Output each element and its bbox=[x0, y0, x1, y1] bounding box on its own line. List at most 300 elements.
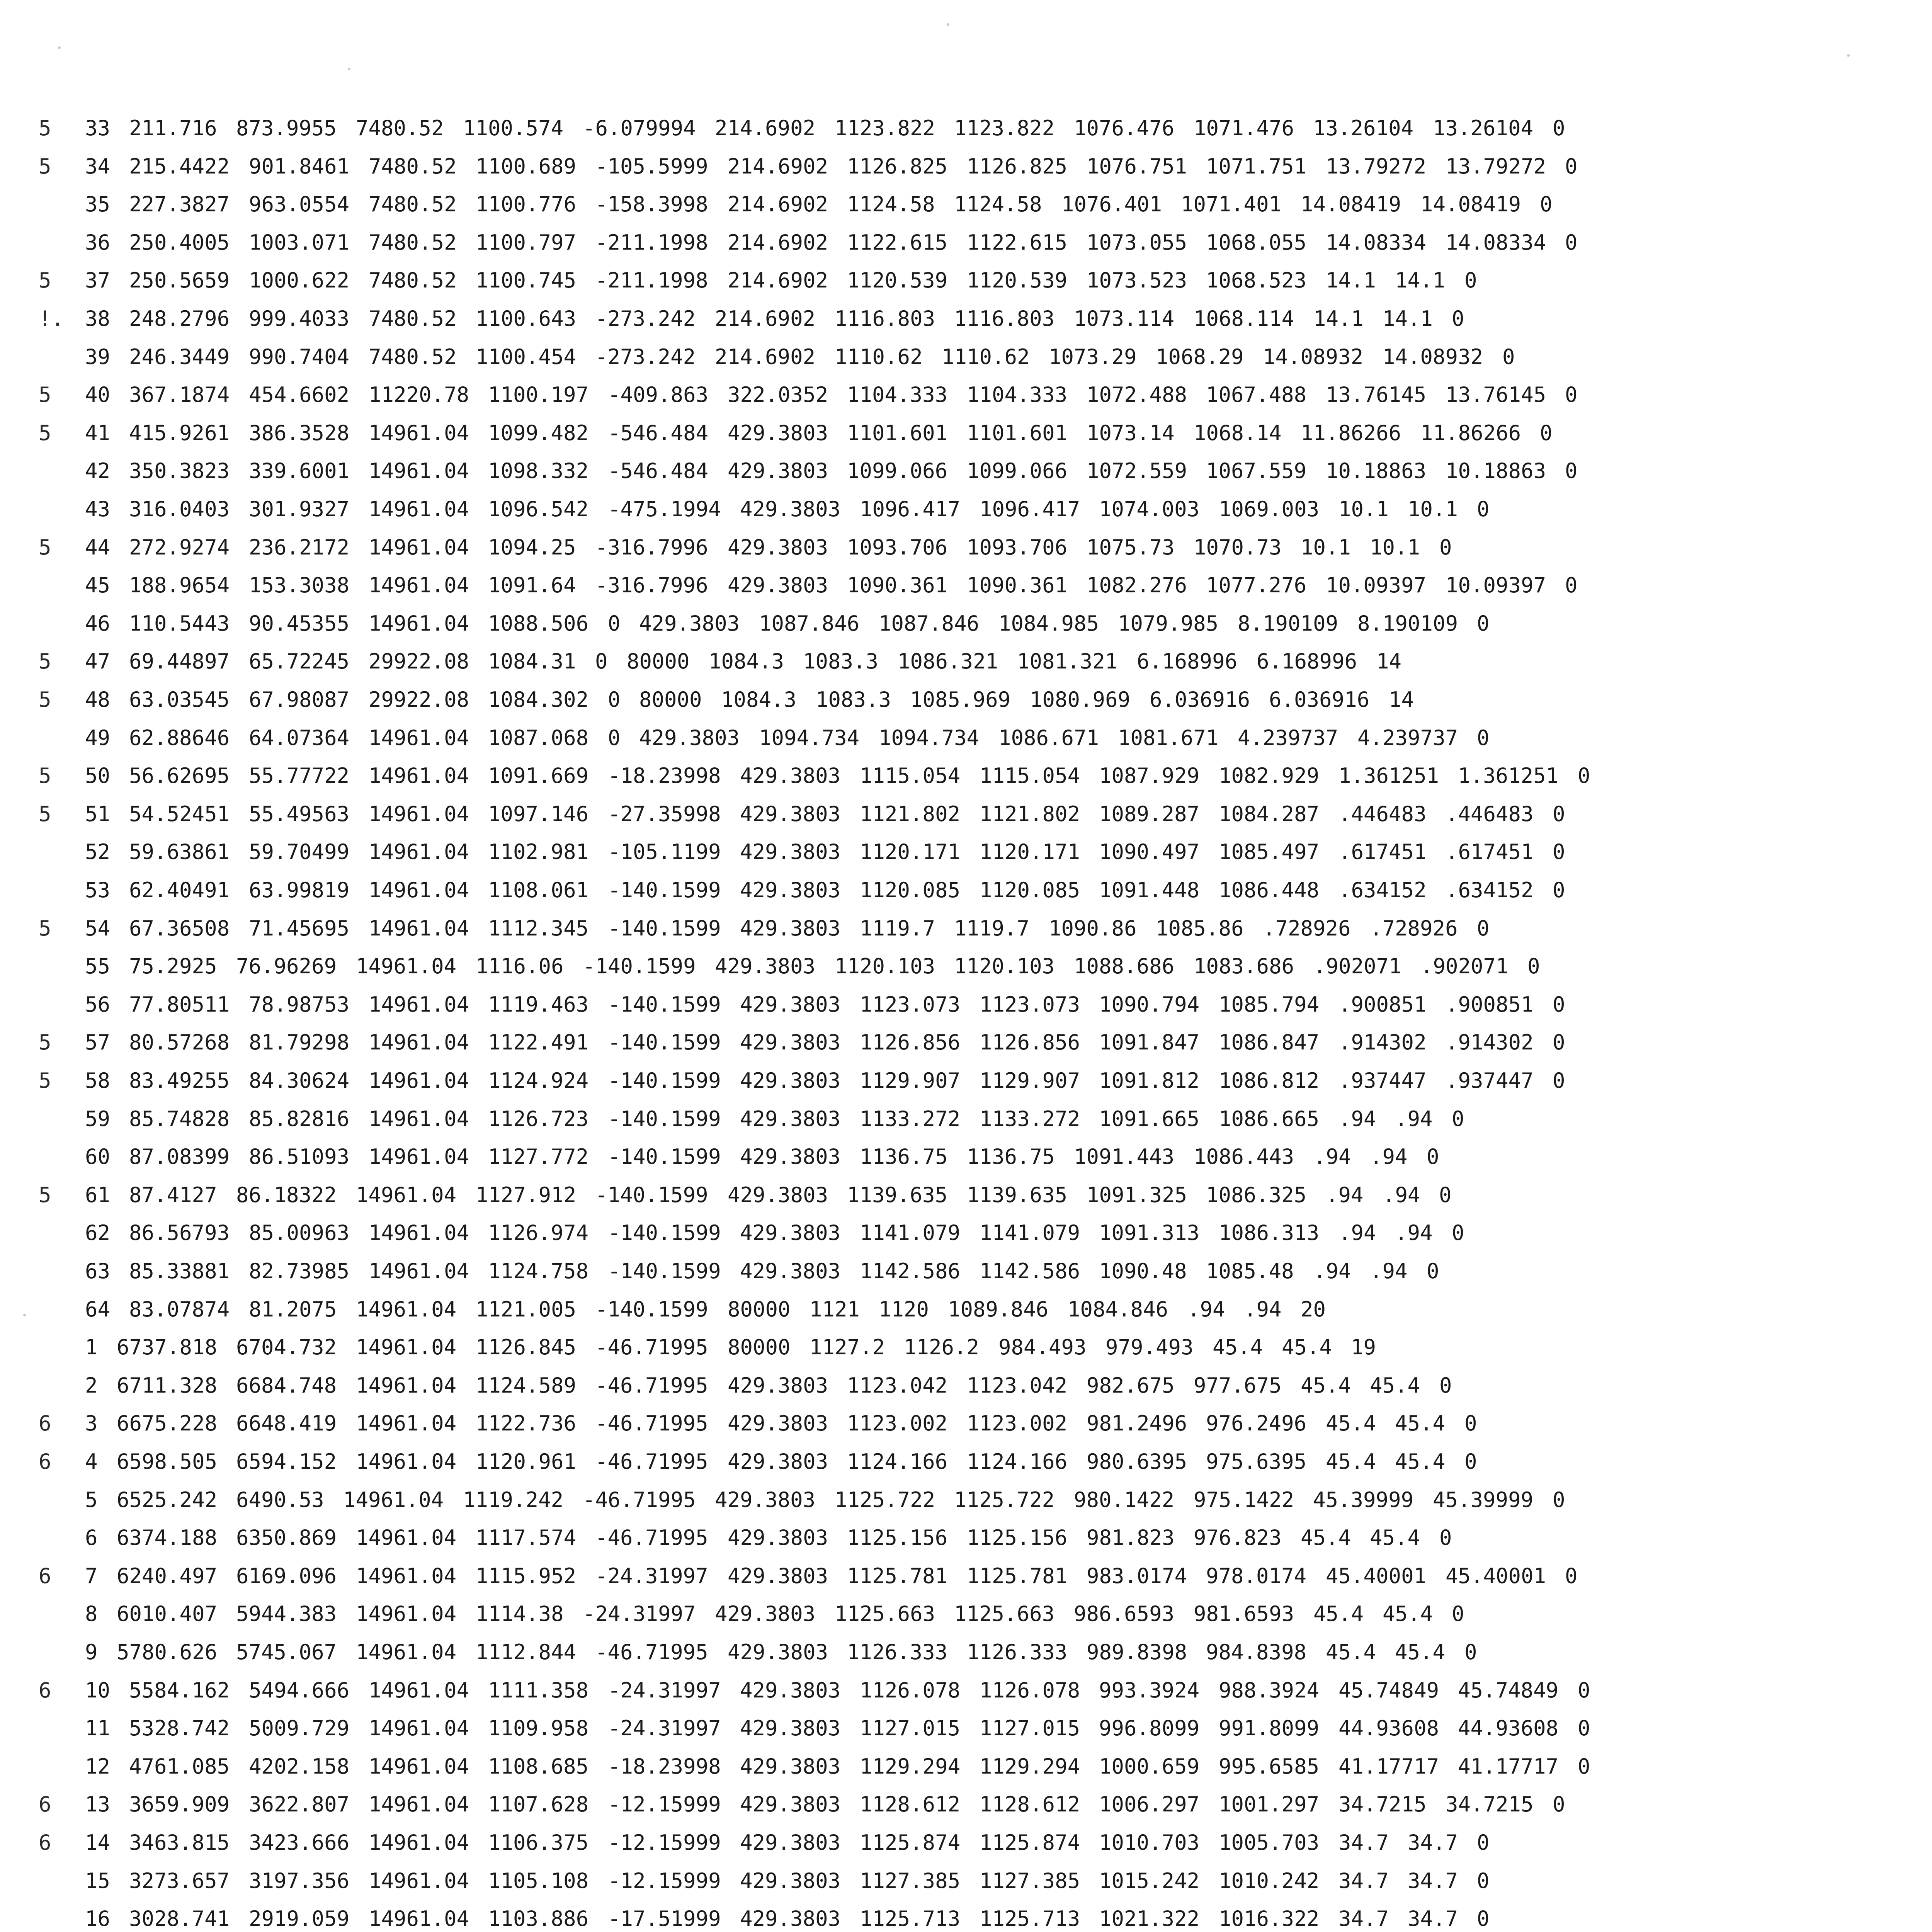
row-number-cell: 49 bbox=[85, 726, 111, 750]
row-number-cell: 58 bbox=[85, 1068, 111, 1093]
table-cell: 0 bbox=[1565, 1564, 1578, 1588]
table-cell: -140.1599 bbox=[608, 1259, 721, 1283]
table-cell: 1125.874 bbox=[860, 1830, 961, 1855]
table-cell: 980.6395 bbox=[1087, 1449, 1187, 1474]
table-cell: 67.36508 bbox=[129, 916, 230, 940]
table-cell: 11.86266 bbox=[1301, 421, 1401, 445]
margin-mark: 5 bbox=[39, 535, 51, 560]
table-cell: 1123.042 bbox=[967, 1373, 1068, 1398]
table-cell: 14961.04 bbox=[369, 1107, 469, 1131]
table-cell: 0 bbox=[1527, 954, 1540, 978]
table-cell: 1091.812 bbox=[1099, 1068, 1200, 1093]
table-cell: 45.4 bbox=[1326, 1640, 1376, 1664]
table-cell: 6240.497 bbox=[117, 1564, 218, 1588]
table-cell: 45.4 bbox=[1326, 1449, 1376, 1474]
table-cell: 215.4422 bbox=[129, 154, 230, 179]
table-cell: 1129.294 bbox=[980, 1754, 1080, 1779]
table-row bbox=[39, 643, 1932, 680]
table-cell: 1126.845 bbox=[476, 1335, 577, 1359]
table-row bbox=[39, 1786, 1932, 1823]
margin-mark: 5 bbox=[39, 1030, 51, 1054]
table-cell: 429.3803 bbox=[728, 421, 828, 445]
table-cell: 1086.812 bbox=[1219, 1068, 1320, 1093]
table-cell: 1090.497 bbox=[1099, 840, 1200, 864]
table-cell: 1087.846 bbox=[879, 611, 980, 636]
table-cell: 250.5659 bbox=[129, 268, 230, 293]
table-cell: 322.0352 bbox=[728, 383, 828, 407]
table-cell: 1096.417 bbox=[980, 497, 1080, 521]
table-cell: 1085.86 bbox=[1156, 916, 1244, 940]
table-cell: 1126.974 bbox=[488, 1221, 589, 1245]
table-cell: .617451 bbox=[1338, 840, 1427, 864]
table-cell: 1093.706 bbox=[847, 535, 948, 560]
table-cell: 14.08932 bbox=[1263, 345, 1364, 369]
table-cell: 1086.443 bbox=[1194, 1145, 1294, 1169]
table-cell: 13.26104 bbox=[1433, 116, 1534, 140]
table-cell: 11220.78 bbox=[369, 383, 469, 407]
margin-mark: 6 bbox=[39, 1411, 51, 1435]
table-cell: 1124.758 bbox=[488, 1259, 589, 1283]
table-cell: 0 bbox=[1565, 383, 1578, 407]
table-cell: 1126.333 bbox=[847, 1640, 948, 1664]
table-cell: 14961.04 bbox=[356, 1526, 457, 1550]
table-cell: 986.6593 bbox=[1074, 1602, 1175, 1626]
table-cell: 429.3803 bbox=[740, 1830, 841, 1855]
table-cell: 429.3803 bbox=[740, 1906, 841, 1931]
table-cell: 429.3803 bbox=[740, 1030, 841, 1054]
table-cell: -24.31997 bbox=[608, 1678, 721, 1702]
table-cell: 0 bbox=[1464, 1411, 1477, 1435]
table-cell: .94 bbox=[1326, 1183, 1364, 1207]
margin-mark: 5 bbox=[39, 268, 51, 293]
table-cell: 1125.781 bbox=[847, 1564, 948, 1588]
table-cell: 0 bbox=[1439, 535, 1452, 560]
table-cell: 1086.448 bbox=[1219, 878, 1320, 902]
table-cell: 1076.401 bbox=[1061, 192, 1162, 216]
table-cell: 1120.085 bbox=[860, 878, 961, 902]
table-cell: 1100.574 bbox=[463, 116, 564, 140]
table-cell: 1.361251 bbox=[1458, 764, 1559, 788]
table-cell: 1001.297 bbox=[1219, 1792, 1320, 1816]
table-cell: 0 bbox=[1553, 1792, 1565, 1816]
table-cell: 14961.04 bbox=[369, 840, 469, 864]
table-cell: 29922.08 bbox=[369, 649, 469, 673]
table-cell: 1074.003 bbox=[1099, 497, 1200, 521]
table-cell: 429.3803 bbox=[728, 459, 828, 483]
table-cell: .728926 bbox=[1370, 916, 1458, 940]
table-cell: 1123.822 bbox=[835, 116, 935, 140]
table-cell: 983.0174 bbox=[1087, 1564, 1187, 1588]
table-cell: 45.4 bbox=[1326, 1411, 1376, 1435]
table-cell: 1071.476 bbox=[1194, 116, 1294, 140]
table-cell: 214.6902 bbox=[728, 268, 828, 293]
table-cell: 1010.242 bbox=[1219, 1869, 1320, 1893]
table-cell: 429.3803 bbox=[728, 1449, 828, 1474]
table-cell: 1068.29 bbox=[1156, 345, 1244, 369]
table-cell: -211.1998 bbox=[595, 268, 708, 293]
table-cell: 1098.332 bbox=[488, 459, 589, 483]
table-row bbox=[39, 110, 1932, 146]
table-cell: 1122.615 bbox=[967, 230, 1068, 255]
row-number-cell: 12 bbox=[85, 1754, 111, 1779]
row-number-cell: 61 bbox=[85, 1183, 111, 1207]
table-cell: 1110.62 bbox=[942, 345, 1030, 369]
table-cell: 1121.802 bbox=[980, 802, 1080, 826]
table-cell: 1141.079 bbox=[860, 1221, 961, 1245]
table-row bbox=[39, 224, 1932, 261]
table-cell: 14961.04 bbox=[369, 764, 469, 788]
table-cell: 1081.321 bbox=[1017, 649, 1118, 673]
table-cell: 1100.197 bbox=[488, 383, 589, 407]
table-cell: 0 bbox=[1464, 268, 1477, 293]
table-cell: 34.7 bbox=[1338, 1830, 1389, 1855]
table-cell: 989.8398 bbox=[1087, 1640, 1187, 1664]
table-cell: 90.45355 bbox=[249, 611, 350, 636]
table-cell: 1083.686 bbox=[1194, 954, 1294, 978]
table-cell: 0 bbox=[1452, 1602, 1464, 1626]
table-cell: 1069.003 bbox=[1219, 497, 1320, 521]
row-number-cell: 46 bbox=[85, 611, 111, 636]
table-cell: .617451 bbox=[1446, 840, 1534, 864]
table-cell: 85.74828 bbox=[129, 1107, 230, 1131]
table-row bbox=[39, 301, 1932, 337]
table-cell: 1073.523 bbox=[1087, 268, 1187, 293]
table-cell: 6525.242 bbox=[117, 1488, 218, 1512]
row-number-cell: 47 bbox=[85, 649, 111, 673]
table-cell: 2919.059 bbox=[249, 1906, 350, 1931]
row-number-cell: 39 bbox=[85, 345, 111, 369]
table-cell: 34.7 bbox=[1408, 1906, 1458, 1931]
table-cell: 0 bbox=[1565, 459, 1578, 483]
table-cell: 1099.482 bbox=[488, 421, 589, 445]
table-cell: 14961.04 bbox=[369, 1030, 469, 1054]
table-cell: 1015.242 bbox=[1099, 1869, 1200, 1893]
table-cell: 34.7215 bbox=[1338, 1792, 1427, 1816]
table-cell: 4.239737 bbox=[1357, 726, 1458, 750]
table-cell: 1068.114 bbox=[1194, 306, 1294, 331]
table-cell: 988.3924 bbox=[1219, 1678, 1320, 1702]
table-cell: 1115.054 bbox=[980, 764, 1080, 788]
table-cell: 0 bbox=[1477, 1906, 1490, 1931]
table-cell: 1084.302 bbox=[488, 687, 589, 712]
table-row bbox=[39, 1863, 1932, 1899]
row-number-cell: 1 bbox=[85, 1335, 98, 1359]
table-cell: 0 bbox=[1553, 1488, 1565, 1512]
table-row bbox=[39, 453, 1932, 489]
table-cell: 1003.071 bbox=[249, 230, 350, 255]
table-cell: 0 bbox=[1540, 192, 1553, 216]
table-cell: 10.18863 bbox=[1326, 459, 1427, 483]
scan-speck bbox=[58, 46, 61, 49]
table-cell: 214.6902 bbox=[728, 230, 828, 255]
table-cell: .900851 bbox=[1338, 992, 1427, 1017]
table-cell: 1016.322 bbox=[1219, 1906, 1320, 1931]
table-cell: 4202.158 bbox=[249, 1754, 350, 1779]
table-cell: 429.3803 bbox=[740, 992, 841, 1017]
table-cell: 14961.04 bbox=[369, 1221, 469, 1245]
table-cell: 0 bbox=[1439, 1183, 1452, 1207]
row-number-cell: 60 bbox=[85, 1145, 111, 1169]
table-cell: 248.2796 bbox=[129, 306, 230, 331]
row-number-cell: 51 bbox=[85, 802, 111, 826]
row-number-cell: 53 bbox=[85, 878, 111, 902]
table-cell: .94 bbox=[1338, 1107, 1376, 1131]
table-cell: 978.0174 bbox=[1206, 1564, 1307, 1588]
table-cell: 1086.321 bbox=[898, 649, 998, 673]
table-cell: 14.1 bbox=[1326, 268, 1376, 293]
table-cell: 1091.847 bbox=[1099, 1030, 1200, 1054]
table-cell: 4.239737 bbox=[1238, 726, 1338, 750]
table-cell: 1094.734 bbox=[759, 726, 860, 750]
table-cell: 84.30624 bbox=[249, 1068, 350, 1093]
table-cell: 963.0554 bbox=[249, 192, 350, 216]
table-cell: 75.2925 bbox=[129, 954, 217, 978]
table-cell: 1107.628 bbox=[488, 1792, 589, 1816]
table-row bbox=[39, 796, 1932, 832]
table-cell: 1122.491 bbox=[488, 1030, 589, 1054]
table-row bbox=[39, 948, 1932, 985]
table-cell: -24.31997 bbox=[595, 1564, 708, 1588]
table-cell: 14961.04 bbox=[369, 1678, 469, 1702]
table-cell: 1126.825 bbox=[847, 154, 948, 179]
table-cell: 429.3803 bbox=[639, 726, 740, 750]
table-cell: 1104.333 bbox=[847, 383, 948, 407]
table-cell: 14.08419 bbox=[1420, 192, 1521, 216]
table-cell: 1112.844 bbox=[476, 1640, 577, 1664]
table-cell: 1086.325 bbox=[1206, 1183, 1307, 1207]
table-cell: 1091.448 bbox=[1099, 878, 1200, 902]
table-cell: 429.3803 bbox=[740, 802, 841, 826]
row-number-cell: 64 bbox=[85, 1297, 111, 1321]
row-number-cell: 36 bbox=[85, 230, 111, 255]
table-cell: 71.45695 bbox=[249, 916, 350, 940]
table-cell: -140.1599 bbox=[595, 1297, 708, 1321]
table-cell: 59.63861 bbox=[129, 840, 230, 864]
table-cell: 990.7404 bbox=[249, 345, 350, 369]
table-cell: 1120.539 bbox=[967, 268, 1068, 293]
table-cell: 7480.52 bbox=[369, 345, 457, 369]
table-row bbox=[39, 1672, 1932, 1709]
table-cell: 976.2496 bbox=[1206, 1411, 1307, 1435]
table-cell: 0 bbox=[1578, 1678, 1590, 1702]
table-cell: 14961.04 bbox=[369, 421, 469, 445]
table-cell: 45.4 bbox=[1282, 1335, 1332, 1359]
table-cell: 76.96269 bbox=[236, 954, 337, 978]
table-cell: 20 bbox=[1301, 1297, 1326, 1321]
table-cell: 10.09397 bbox=[1446, 573, 1546, 597]
table-cell: 14961.04 bbox=[356, 1373, 457, 1398]
margin-mark: !. bbox=[39, 306, 64, 331]
table-cell: -46.71995 bbox=[595, 1373, 708, 1398]
table-cell: 1124.58 bbox=[954, 192, 1042, 216]
table-cell: 429.3803 bbox=[740, 916, 841, 940]
table-row bbox=[39, 415, 1932, 451]
table-cell: -24.31997 bbox=[583, 1602, 696, 1626]
table-cell: 1121 bbox=[810, 1297, 860, 1321]
table-cell: 1129.294 bbox=[860, 1754, 961, 1779]
table-cell: 5009.729 bbox=[249, 1716, 350, 1740]
table-cell: 0 bbox=[1452, 1107, 1464, 1131]
row-number-cell: 62 bbox=[85, 1221, 111, 1245]
table-cell: 1096.542 bbox=[488, 497, 589, 521]
table-cell: 429.3803 bbox=[639, 611, 740, 636]
table-cell: 13.26104 bbox=[1313, 116, 1414, 140]
table-cell: 6010.407 bbox=[117, 1602, 218, 1626]
table-cell: -46.71995 bbox=[595, 1335, 708, 1359]
table-cell: -46.71995 bbox=[595, 1640, 708, 1664]
table-row bbox=[39, 1482, 1932, 1518]
table-cell: 188.9654 bbox=[129, 573, 230, 597]
table-cell: 45.39999 bbox=[1313, 1488, 1414, 1512]
table-cell: 1084.3 bbox=[709, 649, 784, 673]
table-cell: 14.08334 bbox=[1446, 230, 1546, 255]
table-cell: 981.823 bbox=[1087, 1526, 1175, 1550]
table-cell: 214.6902 bbox=[715, 116, 816, 140]
table-cell: 1127.385 bbox=[980, 1869, 1080, 1893]
table-row bbox=[39, 910, 1932, 947]
table-cell: -316.7996 bbox=[595, 573, 708, 597]
table-cell: 429.3803 bbox=[728, 1373, 828, 1398]
table-cell: 83.49255 bbox=[129, 1068, 230, 1093]
table-cell: 999.4033 bbox=[249, 306, 350, 331]
table-cell: 6594.152 bbox=[236, 1449, 337, 1474]
table-cell: 1091.64 bbox=[488, 573, 576, 597]
table-cell: 7480.52 bbox=[369, 230, 457, 255]
table-cell: .94 bbox=[1383, 1183, 1420, 1207]
table-cell: 80000 bbox=[627, 649, 690, 673]
table-row bbox=[39, 1367, 1932, 1404]
table-cell: 1094.25 bbox=[488, 535, 576, 560]
table-cell: 1084.985 bbox=[998, 611, 1099, 636]
row-number-cell: 45 bbox=[85, 573, 111, 597]
table-row bbox=[39, 1520, 1932, 1556]
margin-mark: 5 bbox=[39, 687, 51, 712]
table-cell: 14961.04 bbox=[369, 1869, 469, 1893]
row-number-cell: 13 bbox=[85, 1792, 111, 1816]
table-cell: 153.3038 bbox=[249, 573, 350, 597]
table-cell: 7480.52 bbox=[369, 154, 457, 179]
row-number-cell: 2 bbox=[85, 1373, 98, 1398]
table-cell: 211.716 bbox=[129, 116, 217, 140]
table-cell: -6.079994 bbox=[583, 116, 696, 140]
table-cell: 0 bbox=[1439, 1526, 1452, 1550]
table-cell: 1120.539 bbox=[847, 268, 948, 293]
table-cell: 1083.3 bbox=[816, 687, 891, 712]
table-cell: -140.1599 bbox=[608, 878, 721, 902]
table-cell: 1100.776 bbox=[476, 192, 577, 216]
table-cell: 1068.523 bbox=[1206, 268, 1307, 293]
margin-mark: 5 bbox=[39, 802, 51, 826]
table-row bbox=[39, 1748, 1932, 1785]
table-cell: 1128.612 bbox=[860, 1792, 961, 1816]
table-cell: .94 bbox=[1395, 1221, 1433, 1245]
table-row bbox=[39, 262, 1932, 299]
table-cell: 1124.58 bbox=[847, 192, 935, 216]
table-cell: 14961.04 bbox=[369, 802, 469, 826]
table-cell: 1110.62 bbox=[835, 345, 923, 369]
table-cell: 1086.847 bbox=[1219, 1030, 1320, 1054]
table-cell: 1102.981 bbox=[488, 840, 589, 864]
table-cell: 1000.659 bbox=[1099, 1754, 1200, 1779]
table-cell: 10.1 bbox=[1370, 535, 1420, 560]
table-cell: 1071.401 bbox=[1181, 192, 1282, 216]
row-number-cell: 16 bbox=[85, 1906, 111, 1931]
table-cell: 0 bbox=[1452, 306, 1464, 331]
table-cell: -105.5999 bbox=[595, 154, 708, 179]
table-row bbox=[39, 1901, 1932, 1932]
table-cell: 19 bbox=[1351, 1335, 1376, 1359]
table-cell: -12.15999 bbox=[608, 1869, 721, 1893]
table-cell: 1128.612 bbox=[980, 1792, 1080, 1816]
table-cell: 1127.2 bbox=[810, 1335, 885, 1359]
row-number-cell: 63 bbox=[85, 1259, 111, 1283]
table-cell: 429.3803 bbox=[740, 840, 841, 864]
table-cell: 1127.772 bbox=[488, 1145, 589, 1169]
table-cell: 1125.663 bbox=[954, 1602, 1055, 1626]
table-row bbox=[39, 567, 1932, 604]
table-cell: -140.1599 bbox=[608, 1030, 721, 1054]
table-row bbox=[39, 1710, 1932, 1747]
table-cell: 86.56793 bbox=[129, 1221, 230, 1245]
table-cell: 7480.52 bbox=[369, 192, 457, 216]
table-cell: -316.7996 bbox=[595, 535, 708, 560]
table-cell: 45.4 bbox=[1370, 1373, 1420, 1398]
table-cell: .446483 bbox=[1338, 802, 1427, 826]
table-cell: .94 bbox=[1244, 1297, 1282, 1321]
row-number-cell: 52 bbox=[85, 840, 111, 864]
table-cell: 0 bbox=[1477, 1830, 1490, 1855]
table-cell: 3622.807 bbox=[249, 1792, 350, 1816]
table-cell: 41.17717 bbox=[1338, 1754, 1439, 1779]
table-cell: 14961.04 bbox=[356, 1602, 457, 1626]
table-cell: 1123.002 bbox=[967, 1411, 1068, 1435]
table-cell: 429.3803 bbox=[740, 1107, 841, 1131]
table-cell: 1124.166 bbox=[847, 1449, 948, 1474]
table-cell: 246.3449 bbox=[129, 345, 230, 369]
table-cell: 14.1 bbox=[1383, 306, 1433, 331]
table-row bbox=[39, 1825, 1932, 1861]
table-cell: 1129.907 bbox=[860, 1068, 961, 1093]
table-cell: .94 bbox=[1370, 1145, 1408, 1169]
scan-speck bbox=[348, 68, 350, 70]
table-cell: 1112.345 bbox=[488, 916, 589, 940]
table-cell: 0 bbox=[1464, 1640, 1477, 1664]
table-cell: 1067.559 bbox=[1206, 459, 1307, 483]
margin-mark: 5 bbox=[39, 916, 51, 940]
table-cell: -140.1599 bbox=[608, 992, 721, 1017]
table-cell: 1090.48 bbox=[1099, 1259, 1187, 1283]
table-cell: 1072.559 bbox=[1087, 459, 1187, 483]
table-cell: 1091.325 bbox=[1087, 1183, 1187, 1207]
table-cell: 14961.04 bbox=[356, 1564, 457, 1588]
table-cell: -46.71995 bbox=[595, 1411, 708, 1435]
table-cell: 0 bbox=[1477, 497, 1490, 521]
table-cell: 0 bbox=[1553, 992, 1565, 1017]
table-cell: 1090.361 bbox=[847, 573, 948, 597]
table-cell: 7480.52 bbox=[369, 268, 457, 293]
table-cell: 14961.04 bbox=[343, 1488, 444, 1512]
table-cell: 14.08334 bbox=[1326, 230, 1427, 255]
table-cell: 80000 bbox=[639, 687, 702, 712]
table-cell: 83.07874 bbox=[129, 1297, 230, 1321]
table-cell: 3463.815 bbox=[129, 1830, 230, 1855]
row-number-cell: 55 bbox=[85, 954, 111, 978]
table-cell: 14961.04 bbox=[369, 573, 469, 597]
table-cell: 6.168996 bbox=[1137, 649, 1238, 673]
table-cell: 45.74849 bbox=[1458, 1678, 1559, 1702]
table-cell: 6350.869 bbox=[236, 1526, 337, 1550]
table-cell: 1070.73 bbox=[1194, 535, 1282, 560]
